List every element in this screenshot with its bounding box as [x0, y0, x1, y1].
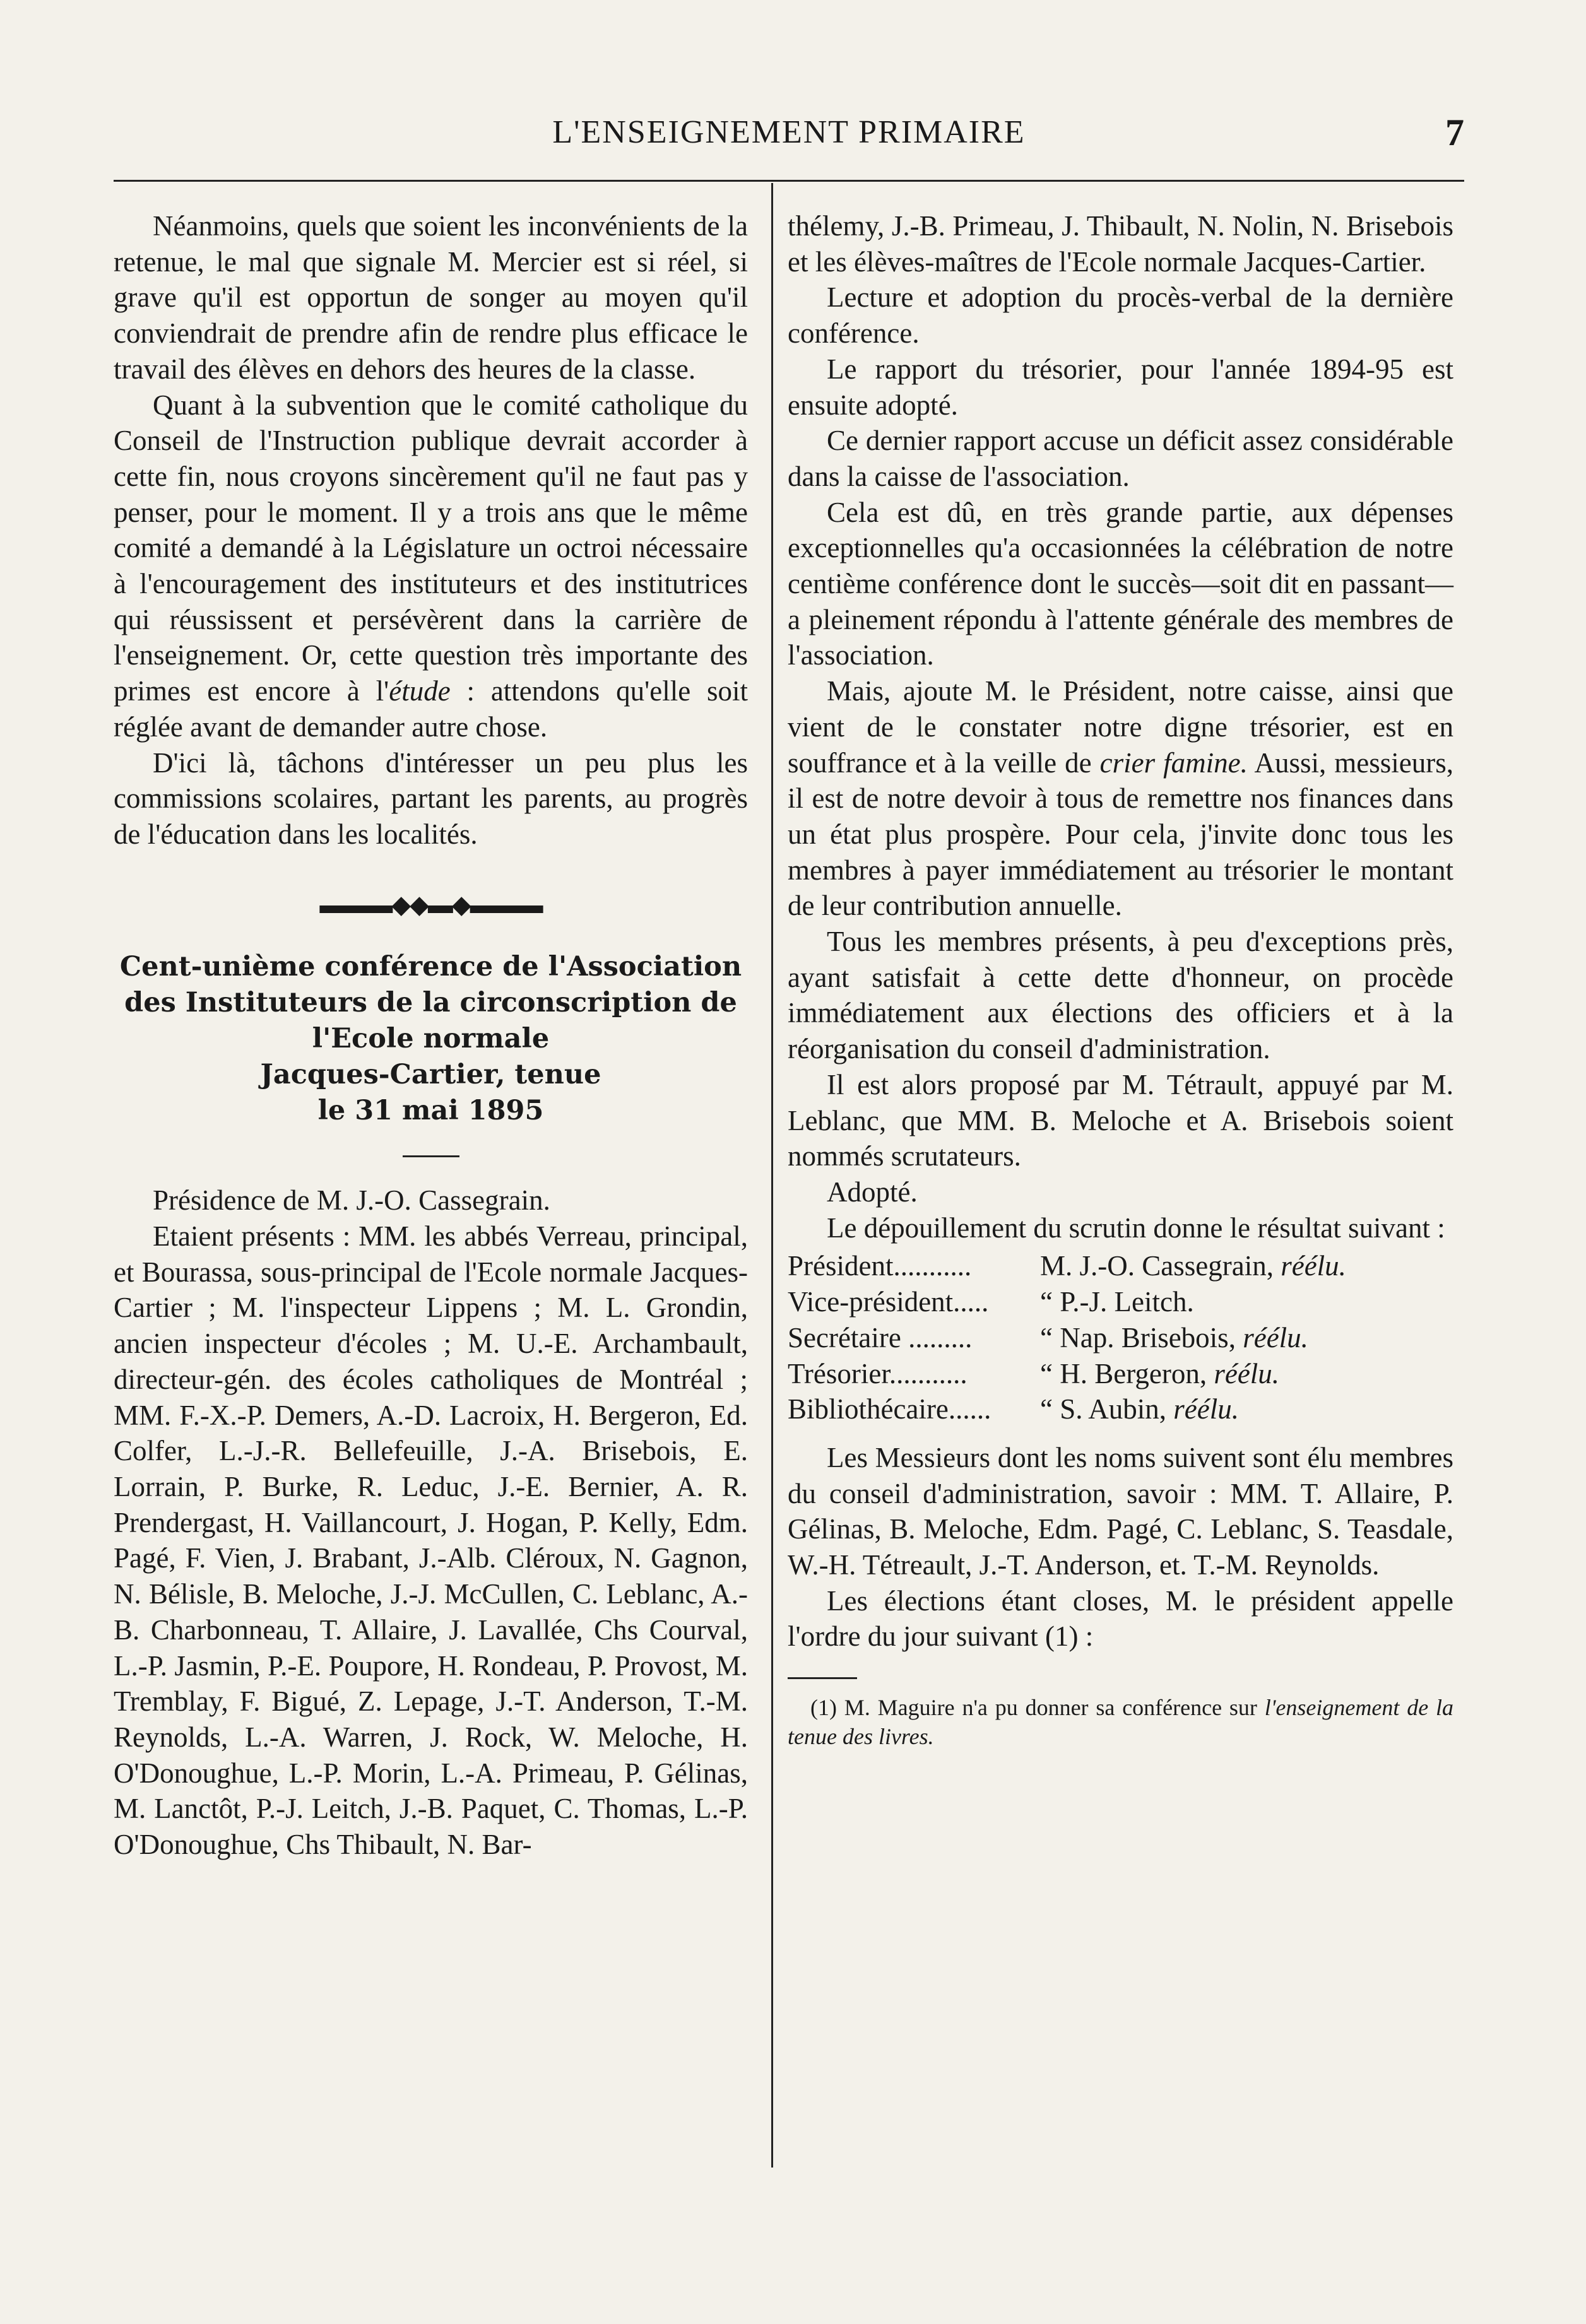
election-role: Trésorier........... [788, 1357, 968, 1389]
paragraph: Ce dernier rapport accuse un déficit assez considérable dans la caisse de l'association. [788, 425, 1453, 492]
election-role: Bibliothécaire...... [788, 1393, 991, 1425]
paragraph: thélemy, J.-B. Primeau, J. Thibault, N. Nolin, N. Brisebois et les élèves-maîtres de l'Ecole normale Jacques-Cartier. [788, 210, 1453, 278]
header-rule [114, 180, 1464, 182]
section-title: Cent-unième conférence de l'Association des Instituteurs de la circonscription de l'Ecole normale Jacques-Cartier, tenue le 31 mai 1895 [119, 951, 742, 1127]
election-name: “ Nap. Brisebois, réélu. [1040, 1321, 1308, 1354]
paragraph: Lecture et adoption du procès-verbal de la dernière conférence. [788, 281, 1453, 350]
paragraph: Cela est dû, en très grande partie, aux dépenses exceptionnelles qu'a occasionnées la célébration de notre centième conférence dont le succès—soit dit en passant—a pleinement répondu à l'attente générale des membres de l'association. [788, 496, 1453, 671]
paragraph: Présidence de M. J.-O. Cassegrain. [153, 1184, 550, 1217]
election-role: Secrétaire ......... [788, 1321, 973, 1354]
footnote: (1) M. Maguire n'a pu donner sa conférence sur l'enseignement de la tenue des livres. [788, 1695, 1454, 1750]
attendance-paragraph: Etaient présents : MM. les abbés Verreau, principal, et Bourassa, sous-principal de l'Ecole normale Jacques-Cartier ; M. l'inspecteur Lippens ; M. L. Grondin, ancien inspecteur d'écoles ; M. U.-E. Archambault, directeur-gén. des écoles catholiques de Montréal ; MM. F.-X.-P. Demers, A.-D. Lacroix, H. Bergeron, Ed. Colfer, L.-J.-R. Bellefeuille, J.-A. Brisebois, E. Lorrain, P. Burke, R. Leduc, J.-E. Bernier, A. R. Prendergast, H. Vaillancourt, J. Hogan, P. Kelly, Edm. Pagé, F. Vien, J. Brabant, J.-Alb. Cléroux, N. Gagnon, N. Bélisle, B. Meloche, J.-J. McCullen, C. Leblanc, A.-B. Charbonneau, T. Allaire, J. Lavallée, Chs Courval, L.-P. Jasmin, P.-E. Poupore, H. Rondeau, P. Provost, M. Tremblay, F. Bigué, Z. Lepage, J.-T. Anderson, T.-M. Reynolds, L.-A. Warren, J. Rock, W. Meloche, H. O'Donoughue, L.-P. Morin, L.-A. Primeau, P. Gélinas, M. Lanctôt, P.-J. Leitch, J.-B. Paquet, C. Thomas, L.-P. O'Donoughue, Chs Thibault, N. Bar- [114, 1220, 748, 1861]
election-role: Vice-président..... [788, 1286, 989, 1318]
page-number: 7 [1445, 112, 1464, 153]
election-row [788, 1284, 1453, 1320]
paragraph: Les élections étant closes, M. le président appelle l'ordre du jour suivant (1) : [788, 1584, 1453, 1653]
election-name: “ P.-J. Leitch. [1040, 1286, 1194, 1318]
section-ornament: ▬▬▬◆◆▬◆▬▬▬ [319, 890, 542, 919]
paragraph: Le dépouillement du scrutin donne le résultat suivant : [827, 1212, 1445, 1244]
election-results [788, 1248, 1453, 1427]
election-row [788, 1356, 1453, 1392]
election-row [788, 1320, 1453, 1356]
journal-title: L'ENSEIGNEMENT PRIMAIRE [552, 114, 1026, 150]
election-role: Président........... [788, 1250, 972, 1282]
paragraph: Il est alors proposé par M. Tétrault, appuyé par M. Leblanc, que MM. B. Meloche et A. Brisebois soient nommés scrutateurs. [788, 1068, 1453, 1172]
paragraph: Néanmoins, quels que soient les inconvénients de la retenue, le mal que signale M. Mercier est si réel, si grave qu'il est opportun de songer au moyen qu'il conviendrait de prendre afin de rendre plus efficace le travail des élèves en dehors des heures de la classe. [114, 210, 748, 385]
paragraph: Le rapport du trésorier, pour l'année 1894-95 est ensuite adopté. [788, 353, 1453, 421]
footnote-rule [788, 1677, 857, 1679]
paragraph: D'ici là, tâchons d'intéresser un peu plus les commissions scolaires, partant les parents, au progrès de l'éducation dans les localités. [114, 746, 748, 850]
election-name: M. J.-O. Cassegrain, réélu. [1040, 1250, 1346, 1282]
election-name: “ H. Bergeron, réélu. [1040, 1357, 1280, 1389]
paragraph: Tous les membres présents, à peu d'exceptions près, ayant satisfait à cette dette d'honneur, on procède immédiatement aux élections des officiers et à la réorganisation du conseil d'administration. [788, 926, 1453, 1065]
election-name: “ S. Aubin, réélu. [1040, 1393, 1239, 1425]
paragraph: Les Messieurs dont les noms suivent sont élu membres du conseil d'administration, savoir : MM. T. Allaire, P. Gélinas, B. Meloche, Edm. Pagé, C. Leblanc, S. Teasdale, W.-H. Tétreault, J.-T. Anderson, et. T.-M. Reynolds. [788, 1441, 1453, 1581]
running-header [114, 114, 1464, 158]
election-row [788, 1248, 1453, 1284]
paragraph: Quant à la subvention que le comité catholique du Conseil de l'Instruction publique devrait accorder à cette fin, nous croyons sincèrement qu'il ne faut pas y penser, pour le moment. Il y a trois ans que le même comité a demandé à la Législature un octroi nécessaire à l'encouragement des instituteurs et des institutrices qui réussissent et persévèrent dans la carrière de l'enseignement. Or, cette question très importante des primes est encore à l'étude : attendons qu'elle soit réglée avant de demander autre chose. [114, 389, 749, 743]
title-rule [403, 1155, 459, 1157]
paragraph: Adopté. [827, 1176, 918, 1208]
election-row [788, 1391, 1453, 1427]
column-rule [771, 183, 773, 2168]
left-column [114, 208, 748, 1863]
right-column [788, 208, 1453, 1751]
paragraph: Mais, ajoute M. le Président, notre caisse, ainsi que vient de le constater notre digne trésorier, est en souffrance et à la veille de crier famine. Aussi, messieurs, il est de notre devoir à tous de remettre nos finances dans un état plus prospère. Pour cela, j'invite donc tous les membres à payer immédiatement au trésorier le montant de leur contribution annuelle. [788, 675, 1453, 922]
